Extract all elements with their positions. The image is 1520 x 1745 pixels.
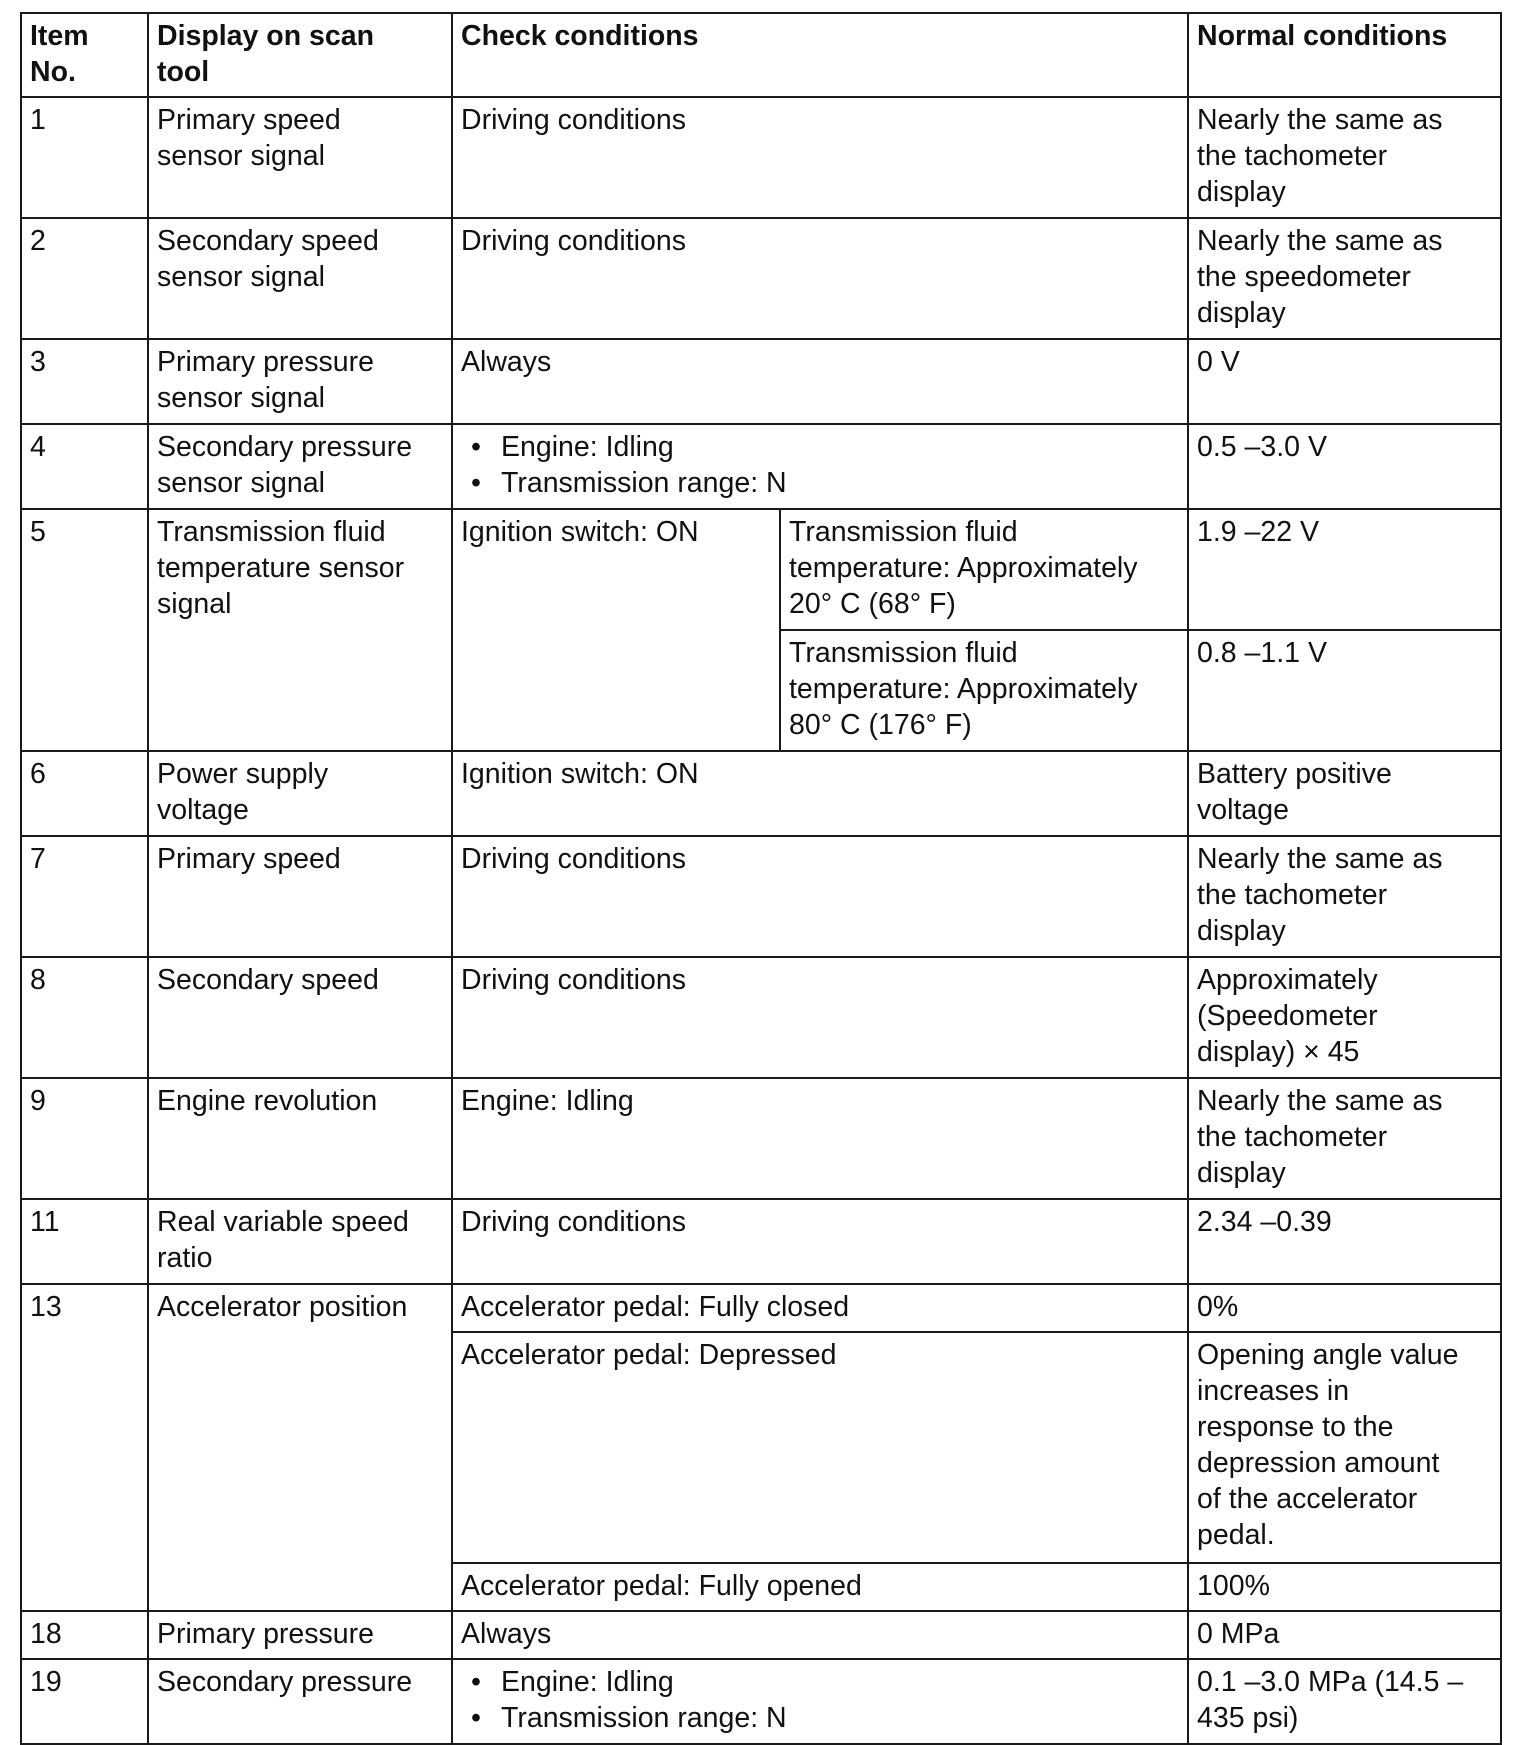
- table-row: [21, 957, 1501, 1078]
- normal-condition: 0%: [1188, 1284, 1501, 1332]
- bullet-item: • Transmission range: N: [461, 465, 1179, 501]
- table-row: [21, 1659, 1501, 1744]
- item-no: 3: [21, 339, 148, 424]
- normal-condition: 0.8 –1.1 V: [1188, 630, 1501, 751]
- table-row: [21, 97, 1501, 218]
- item-no: 11: [21, 1199, 148, 1284]
- item-no: 1: [21, 97, 148, 218]
- bullet-item: • Engine: Idling: [461, 429, 1179, 465]
- display-name: Engine revolution: [148, 1078, 452, 1199]
- normal-condition: Nearly the same as the tachometer display: [1188, 836, 1501, 957]
- check-condition: [452, 424, 1188, 509]
- table-row: [21, 836, 1501, 957]
- check-condition: Ignition switch: ON: [452, 509, 780, 751]
- check-bullet-list: [461, 429, 1179, 501]
- display-name: Primary pressure sensor signal: [148, 339, 452, 424]
- item-no: 8: [21, 957, 148, 1078]
- header-display: Display on scan tool: [148, 13, 452, 97]
- check-condition: Driving conditions: [452, 836, 1188, 957]
- sub-condition: Transmission fluid temperature: Approximately 80° C (176° F): [780, 630, 1188, 751]
- check-condition: Accelerator pedal: Fully closed: [452, 1284, 1188, 1332]
- check-condition: Always: [452, 339, 1188, 424]
- header-item-no: Item No.: [21, 13, 148, 97]
- display-name: Accelerator position: [148, 1284, 452, 1611]
- normal-condition: Nearly the same as the tachometer display: [1188, 1078, 1501, 1199]
- check-condition: Driving conditions: [452, 97, 1188, 218]
- check-condition: Engine: Idling: [452, 1078, 1188, 1199]
- item-no: 13: [21, 1284, 148, 1611]
- bullet-item: • Transmission range: N: [461, 1700, 1179, 1736]
- normal-condition: 2.34 –0.39: [1188, 1199, 1501, 1284]
- normal-condition: Battery positive voltage: [1188, 751, 1501, 836]
- display-name: Primary speed sensor signal: [148, 97, 452, 218]
- normal-condition: 0.5 –3.0 V: [1188, 424, 1501, 509]
- normal-condition: Approximately (Speedometer display) × 45: [1188, 957, 1501, 1078]
- item-no: 19: [21, 1659, 148, 1744]
- bullet-item: • Engine: Idling: [461, 1664, 1179, 1700]
- header-row: [21, 13, 1501, 97]
- display-name: Secondary speed: [148, 957, 452, 1078]
- check-condition: Driving conditions: [452, 1199, 1188, 1284]
- item-no: 7: [21, 836, 148, 957]
- display-name: Secondary pressure sensor signal: [148, 424, 452, 509]
- item-no: 6: [21, 751, 148, 836]
- display-name: Real variable speed ratio: [148, 1199, 452, 1284]
- sub-condition: Transmission fluid temperature: Approximately 20° C (68° F): [780, 509, 1188, 630]
- item-no: 5: [21, 509, 148, 751]
- display-name: Primary speed: [148, 836, 452, 957]
- check-condition: Ignition switch: ON: [452, 751, 1188, 836]
- normal-condition: 0.1 –3.0 MPa (14.5 – 435 psi): [1188, 1659, 1501, 1744]
- normal-condition: Opening angle value increases in response to the depression amount of the accelerator pedal.: [1188, 1332, 1501, 1563]
- display-name: Secondary speed sensor signal: [148, 218, 452, 339]
- table-row: [21, 1078, 1501, 1199]
- normal-condition: 1.9 –22 V: [1188, 509, 1501, 630]
- display-name: Transmission fluid temperature sensor signal: [148, 509, 452, 751]
- check-condition: Driving conditions: [452, 218, 1188, 339]
- normal-condition: Nearly the same as the tachometer display: [1188, 97, 1501, 218]
- check-condition: Accelerator pedal: Depressed: [452, 1332, 1188, 1563]
- spec-table: [20, 12, 1502, 1745]
- item-no: 18: [21, 1611, 148, 1659]
- normal-condition: 100%: [1188, 1563, 1501, 1611]
- display-name: Secondary pressure: [148, 1659, 452, 1744]
- table-row: [21, 218, 1501, 339]
- check-condition: Accelerator pedal: Fully opened: [452, 1563, 1188, 1611]
- display-name: Power supply voltage: [148, 751, 452, 836]
- table-row: [21, 509, 1501, 630]
- table-row: [21, 1611, 1501, 1659]
- check-condition: [452, 1659, 1188, 1744]
- header-check-conditions: Check conditions: [452, 13, 1188, 97]
- header-normal-conditions: Normal conditions: [1188, 13, 1501, 97]
- item-no: 2: [21, 218, 148, 339]
- table-row: [21, 751, 1501, 836]
- normal-condition: 0 MPa: [1188, 1611, 1501, 1659]
- check-bullet-list: [461, 1664, 1179, 1736]
- table-row: [21, 1284, 1501, 1332]
- check-condition: Driving conditions: [452, 957, 1188, 1078]
- display-name: Primary pressure: [148, 1611, 452, 1659]
- check-condition: Always: [452, 1611, 1188, 1659]
- table-row: [21, 424, 1501, 509]
- table-row: [21, 1199, 1501, 1284]
- item-no: 9: [21, 1078, 148, 1199]
- normal-condition: Nearly the same as the speedometer display: [1188, 218, 1501, 339]
- normal-condition: 0 V: [1188, 339, 1501, 424]
- item-no: 4: [21, 424, 148, 509]
- table-row: [21, 339, 1501, 424]
